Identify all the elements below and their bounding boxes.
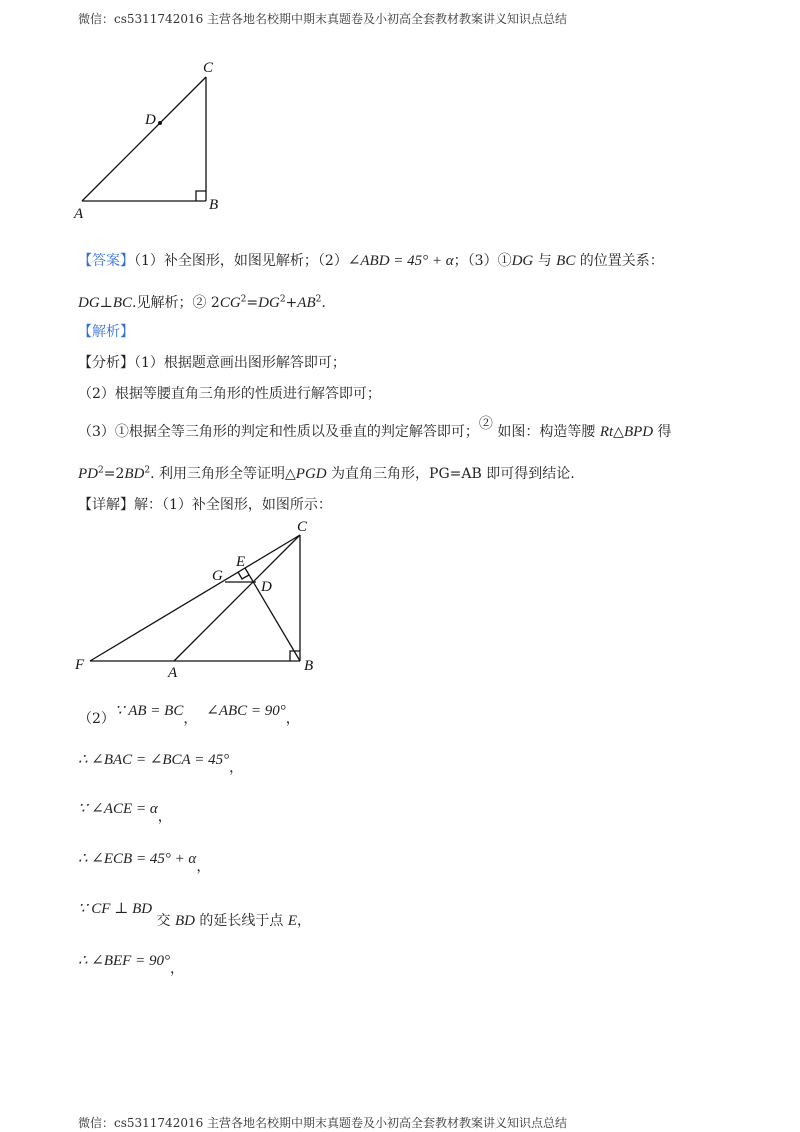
step-2-label: （2） xyxy=(78,711,115,727)
analysis-line-4 xyxy=(78,463,575,483)
label-c: C xyxy=(203,60,214,76)
answer-dg-3: DG xyxy=(258,295,280,311)
segment-fc xyxy=(90,535,300,661)
analysis-line-1: 【分析】（1）根据题意画出图形解答即可； xyxy=(78,355,346,371)
segment-ac xyxy=(82,77,206,201)
pd-label: PD xyxy=(78,466,98,482)
triangle-symbol: △ xyxy=(613,424,624,440)
de-text: 得 xyxy=(653,424,672,440)
sq-2: 2 xyxy=(279,294,286,305)
answer-text-1: （1）补全图形，如图见解析；（2） xyxy=(134,253,348,269)
proof-step-3 xyxy=(78,798,172,825)
comma-5: ， xyxy=(196,859,211,875)
answer-line-1 xyxy=(78,250,664,270)
proof-step-4 xyxy=(78,848,211,875)
answer-ab: AB xyxy=(297,295,316,311)
bpd-label: BPD xyxy=(623,424,654,440)
sq-4: 2 xyxy=(98,465,104,476)
angle-ace: ∵ ∠ACE = α xyxy=(78,801,158,817)
bd-2: BD xyxy=(174,913,195,929)
equals: = xyxy=(246,295,259,311)
label-b: B xyxy=(209,197,219,213)
answer-dg-2: DG xyxy=(78,295,100,311)
period: . xyxy=(321,295,326,311)
pgd-label: PGD xyxy=(295,466,327,482)
ab-equals-bc: ∵ AB = BC xyxy=(114,703,184,719)
circle-two: ② xyxy=(478,416,493,432)
detail-line: 【详解】解：（1）补全图形，如图所示： xyxy=(78,497,332,513)
answer-text-2: ；（3）① xyxy=(453,253,512,269)
proof-step-2 xyxy=(78,749,244,776)
angle-bac-bca: ∴ ∠BAC = ∠BCA = 45° xyxy=(78,752,230,768)
answer-text-3: .见解析；② 2 xyxy=(132,295,220,311)
answer-bc: BC xyxy=(556,253,576,269)
label-c-2: C xyxy=(297,519,308,535)
angle-abc: ∠ABC = 90° xyxy=(206,703,286,719)
cf-perp-bd: ∵ CF ⊥ BD xyxy=(78,901,153,917)
angle-ecb: ∴ ∠ECB = 45° + α xyxy=(78,851,197,867)
point-e: E xyxy=(287,913,298,929)
analysis-text-3: （3）①根据全等三角形的判定和性质以及垂直的判定解答即可； xyxy=(78,424,479,440)
triangle-figure-1 xyxy=(60,55,240,230)
label-d-2: D xyxy=(261,579,272,595)
point-d xyxy=(158,121,162,125)
comma-2: ， xyxy=(285,711,300,727)
answer-yu: 与 xyxy=(533,253,557,269)
page-footer: 微信：cs5311742016 主营各地名校期中期末真题卷及小初高全套教材教案讲义知识点总结 xyxy=(78,1116,568,1130)
label-a: A xyxy=(74,206,84,222)
comma-4: ， xyxy=(157,809,172,825)
answer-line-2 xyxy=(78,292,326,312)
answer-cg: CG xyxy=(219,295,241,311)
analysis-tag: 【解析】 xyxy=(78,324,134,340)
answer-angle-abd: ∠ABD = 45° + α xyxy=(347,253,454,269)
sq-1: 2 xyxy=(240,294,247,305)
label-g: G xyxy=(212,568,223,584)
analysis-text-4: . 利用三角形全等证明△ xyxy=(150,466,296,482)
jiao-text: 交 xyxy=(152,913,175,929)
label-e: E xyxy=(236,554,246,570)
perp-symbol: ⊥ xyxy=(99,295,113,311)
rt-label: Rt xyxy=(599,424,614,440)
triangle-figure-2 xyxy=(70,515,330,685)
answer-relation: 的位置关系： xyxy=(575,253,664,269)
answer-bc-2: BC xyxy=(112,295,133,311)
right-angle-mark xyxy=(196,191,206,201)
analysis-text-5: 为直角三角形，PG=AB 即可得到结论. xyxy=(326,466,575,482)
page-header: 微信：cs5311742016 主营各地名校期中期末真题卷及小初高全套教材教案讲义知识点总结 xyxy=(78,12,568,26)
comma-3: ， xyxy=(229,760,244,776)
eq-two: =2 xyxy=(103,466,125,482)
comma-1: ， xyxy=(183,711,198,727)
bd-label: BD xyxy=(124,466,145,482)
analysis-line-2: （2）根据等腰直角三角形的性质进行解答即可； xyxy=(78,386,381,402)
comma-7: ， xyxy=(169,961,184,977)
label-f: F xyxy=(75,657,85,673)
label-d: D xyxy=(145,112,156,128)
sq-3: 2 xyxy=(315,294,322,305)
proof-step-5 xyxy=(78,898,312,929)
answer-tag: 【答案】 xyxy=(78,253,134,269)
proof-step-1 xyxy=(78,700,300,727)
angle-bef: ∴ ∠BEF = 90° xyxy=(78,953,170,969)
analysis-construct: 如图：构造等腰 xyxy=(492,424,600,440)
proof-step-6 xyxy=(78,950,184,977)
comma-6: ， xyxy=(297,913,312,929)
sq-5: 2 xyxy=(144,465,151,476)
answer-dg: DG xyxy=(511,253,534,269)
plus: + xyxy=(285,295,298,311)
label-b-2: B xyxy=(304,658,314,674)
label-a-2: A xyxy=(168,665,178,681)
analysis-line-3 xyxy=(78,416,672,441)
extension-text: 的延长线于点 xyxy=(194,913,288,929)
